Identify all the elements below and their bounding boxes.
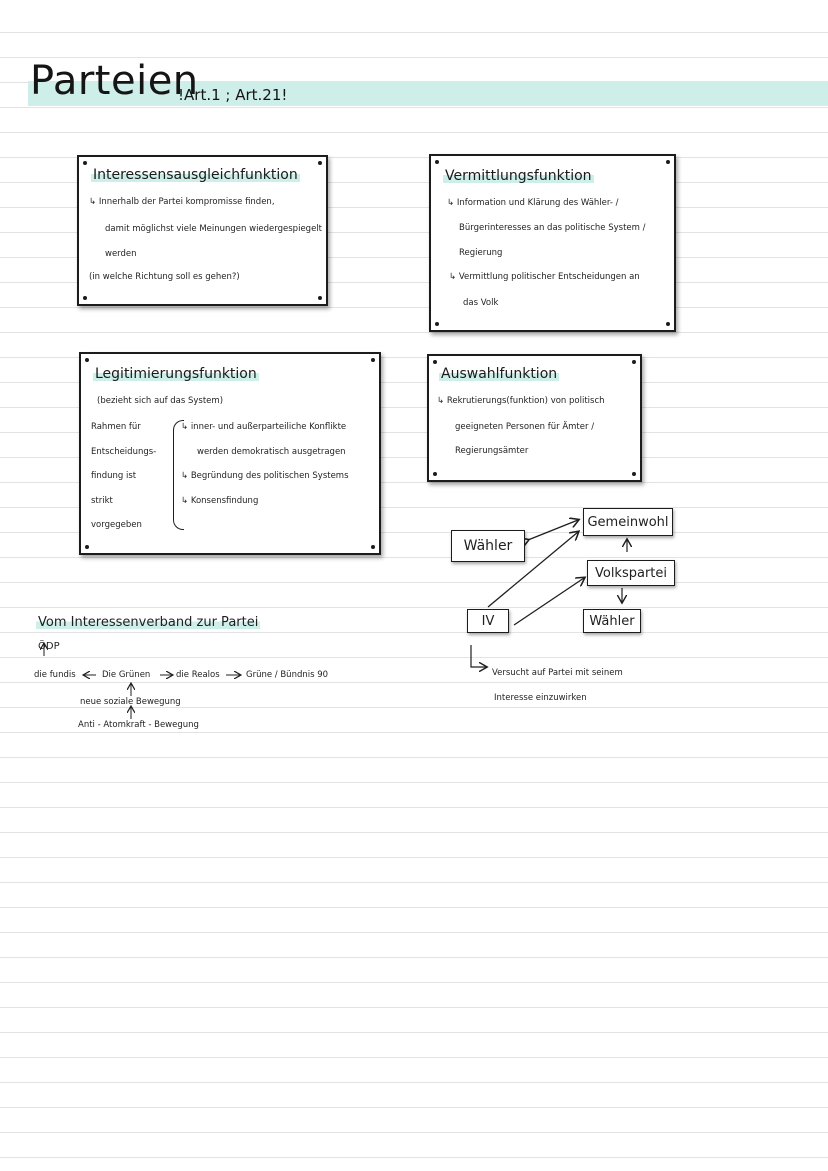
card-line: damit möglichst viele Meinungen wiedergespiegelt bbox=[105, 224, 322, 234]
bewegung-label: neue soziale Bewegung bbox=[80, 697, 181, 707]
iv-box: IV bbox=[467, 609, 509, 633]
card-subtitle: (bezieht sich auf das System) bbox=[97, 396, 224, 406]
card-line: Regierung bbox=[459, 248, 503, 258]
anti-atomkraft-label: Anti - Atomkraft - Bewegung bbox=[78, 720, 199, 730]
card-title: Legitimierungsfunktion bbox=[95, 366, 257, 382]
fundis-label: die fundis bbox=[34, 670, 76, 680]
card-line: das Volk bbox=[463, 298, 499, 308]
card-line: ↳ Vermittlung politischer Entscheidungen an bbox=[449, 272, 640, 282]
gemeinwohl-box: Gemeinwohl bbox=[583, 508, 673, 536]
buendnis-label: Grüne / Bündnis 90 bbox=[246, 670, 329, 680]
card-line: ↳ Innerhalb der Partei kompromisse finden, bbox=[89, 197, 275, 207]
oedp-label: ÖDP bbox=[38, 641, 60, 652]
card-line: ↳ Information und Klärung des Wähler- / bbox=[447, 198, 619, 208]
waehler-box-left: Wähler bbox=[451, 530, 525, 562]
volkspartei-box: Volkspartei bbox=[587, 560, 675, 586]
card-line: ↳ Rekrutierungs(funktion) von politisch bbox=[437, 396, 605, 406]
verband-title: Vom Interessenverband zur Partei bbox=[38, 615, 259, 630]
card-title: Interessensausgleichfunktion bbox=[93, 167, 298, 183]
card-line: werden bbox=[105, 249, 137, 259]
iv-note-line: Versucht auf Partei mit seinem bbox=[492, 668, 623, 678]
waehler-box-right: Wähler bbox=[583, 609, 641, 633]
page-title: Parteien bbox=[30, 58, 199, 104]
card-right-line: werden demokratisch ausgetragen bbox=[197, 447, 346, 457]
realos-label: die Realos bbox=[176, 670, 220, 680]
card-right-line: ↳ Konsensfindung bbox=[181, 496, 259, 506]
card-left-line: vorgegeben bbox=[91, 520, 142, 530]
card-line: Bürgerinteresses an das politische System / bbox=[459, 223, 646, 233]
card-right-line: ↳ inner- und außerparteiliche Konflikte bbox=[181, 422, 347, 432]
card-left-line: Entscheidungs- bbox=[91, 447, 157, 457]
card-left-line: strikt bbox=[91, 496, 113, 506]
card-title: Vermittlungsfunktion bbox=[445, 168, 592, 184]
article-reference: !Art.1 ; Art.21! bbox=[178, 86, 288, 104]
card-left-line: Rahmen für bbox=[91, 422, 141, 432]
card-title: Auswahlfunktion bbox=[441, 366, 558, 382]
gruenen-label: Die Grünen bbox=[102, 670, 151, 680]
card-right-line: ↳ Begründung des politischen Systems bbox=[181, 471, 349, 481]
iv-note-line: Interesse einzuwirken bbox=[494, 693, 587, 703]
card-left-line: findung ist bbox=[91, 471, 137, 481]
card-line: (in welche Richtung soll es gehen?) bbox=[89, 272, 240, 282]
card-line: geeigneten Personen für Ämter / bbox=[455, 422, 595, 432]
card-line: Regierungsämter bbox=[455, 446, 529, 456]
